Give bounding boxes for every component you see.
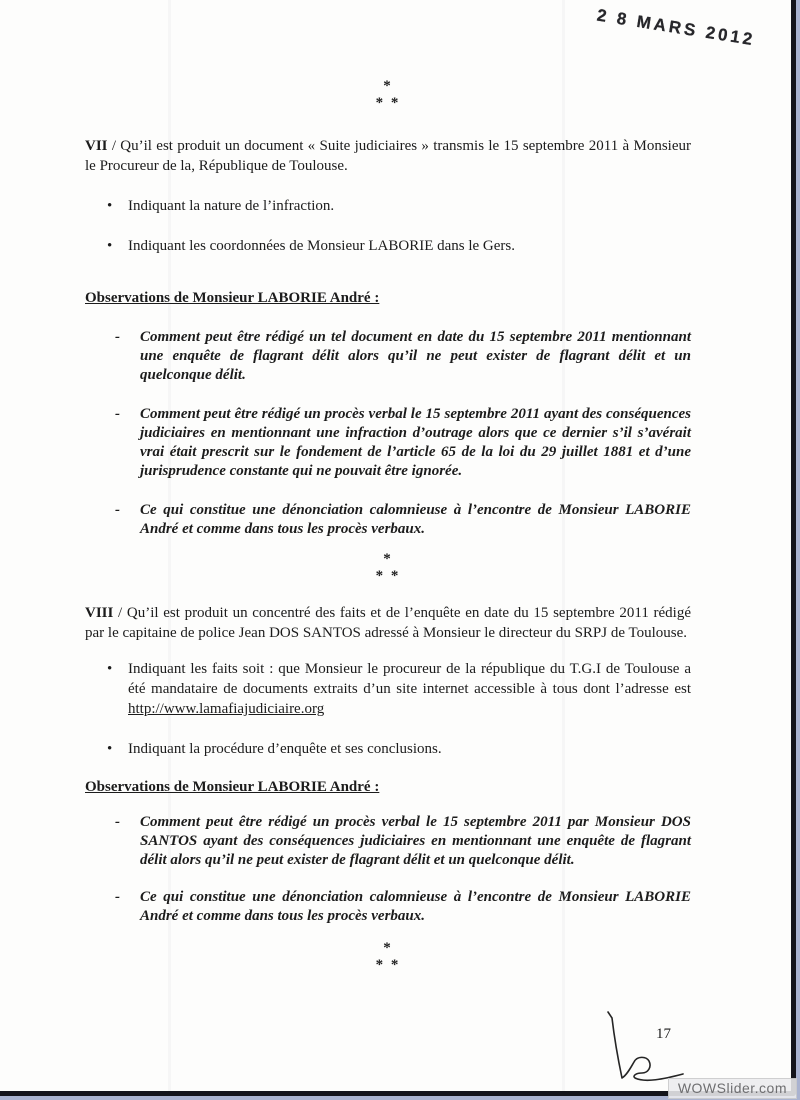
- section-separator: [85, 78, 691, 112]
- separator-star: *: [383, 940, 393, 956]
- observation-item: [85, 888, 691, 926]
- section-viii-label: VIII: [85, 605, 114, 621]
- observation-item: [85, 501, 691, 539]
- separator-stars: * *: [375, 957, 401, 973]
- dash-icon: -: [115, 329, 120, 345]
- observation-text: Comment peut être rédigé un tel document en date du 15 septembre 2011 mentionnant une enquête de flagrant délit alors qu’il ne peut exister de flagrant délit et un quelconque délit.: [140, 329, 691, 383]
- dash-icon: -: [115, 406, 120, 422]
- dash-icon: -: [115, 814, 120, 830]
- observation-text: Comment peut être rédigé un procès verbal le 15 septembre 2011 ayant des conséquences judiciaires en mentionnant une infraction d’outrage alors que ce dernier s’il s’avérait vrai était prescrit sur le fondement de l’article 65 de la loi du 29 juillet 1881 et d’une jurisprudence constante qui ne pouvait être ignorée.: [140, 406, 691, 479]
- dash-icon: -: [115, 889, 120, 905]
- observations-heading-vii: Observations de Monsieur LABORIE André :: [85, 290, 380, 306]
- section-viii-text: / Qu’il est produit un concentré des faits et de l’enquête en date du 15 septembre 2011 rédigé par le capitaine de police Jean DOS SANTOS adressé à Monsieur le directeur du SRPJ de Toulouse.: [85, 605, 691, 641]
- bullet-text: Indiquant les coordonnées de Monsieur LABORIE dans le Gers.: [128, 238, 515, 254]
- observation-text: Ce qui constitue une dénonciation calomnieuse à l’encontre de Monsieur LABORIE André et comme dans tous les procès verbaux.: [140, 889, 691, 924]
- observations-heading-viii: Observations de Monsieur LABORIE André :: [85, 779, 380, 795]
- bullet-icon: •: [107, 661, 113, 677]
- paragraph-section-vii: [85, 136, 691, 176]
- separator-star: *: [383, 551, 393, 567]
- section-separator: [85, 940, 691, 974]
- date-stamp: 2 8 MARS 2012: [595, 5, 757, 50]
- separator-stars: * *: [375, 95, 401, 111]
- bullet-text: Indiquant la procédure d’enquête et ses conclusions.: [128, 741, 442, 757]
- document-body: [85, 78, 691, 974]
- bullet-icon: •: [107, 741, 113, 757]
- website-link[interactable]: http://www.lamafiajudiciaire.org: [128, 701, 325, 717]
- bullet-icon: •: [107, 238, 113, 254]
- observation-item: [85, 405, 691, 481]
- list-item: [85, 236, 691, 256]
- dash-icon: -: [115, 502, 120, 518]
- list-item: [85, 659, 691, 719]
- section-vii-label: VII: [85, 138, 108, 154]
- observation-text: Ce qui constitue une dénonciation calomnieuse à l’encontre de Monsieur LABORIE André et comme dans tous les procès verbaux.: [140, 502, 691, 537]
- separator-stars: * *: [375, 568, 401, 584]
- list-item: [85, 739, 691, 759]
- separator-star: *: [383, 78, 393, 94]
- bullet-text: Indiquant la nature de l’infraction.: [128, 198, 335, 214]
- list-item: [85, 196, 691, 216]
- watermark-link[interactable]: WOWSlider.com: [668, 1078, 797, 1099]
- observation-text: Comment peut être rédigé un procès verbal le 15 septembre 2011 par Monsieur DOS SANTOS ayant des conséquences judiciaires en mentionnant une enquête de flagrant délit alors qu’il ne peut exister de flagrant délit et un quelconque délit.: [140, 814, 691, 868]
- bullet-icon: •: [107, 198, 113, 214]
- page-number: 17: [656, 1026, 671, 1042]
- paragraph-section-viii: [85, 603, 691, 643]
- observation-item: [85, 328, 691, 385]
- observation-item: [85, 813, 691, 870]
- section-vii-text: / Qu’il est produit un document « Suite judiciaires » transmis le 15 septembre 2011 à Monsieur le Procureur de la, République de Toulouse.: [85, 138, 691, 174]
- section-separator: [85, 551, 691, 585]
- bullet-text: Indiquant les faits soit : que Monsieur le procureur de la république du T.G.I de Toulouse a été mandataire de documents extraits d’un site internet accessible à tous dont l’adresse est: [128, 661, 691, 697]
